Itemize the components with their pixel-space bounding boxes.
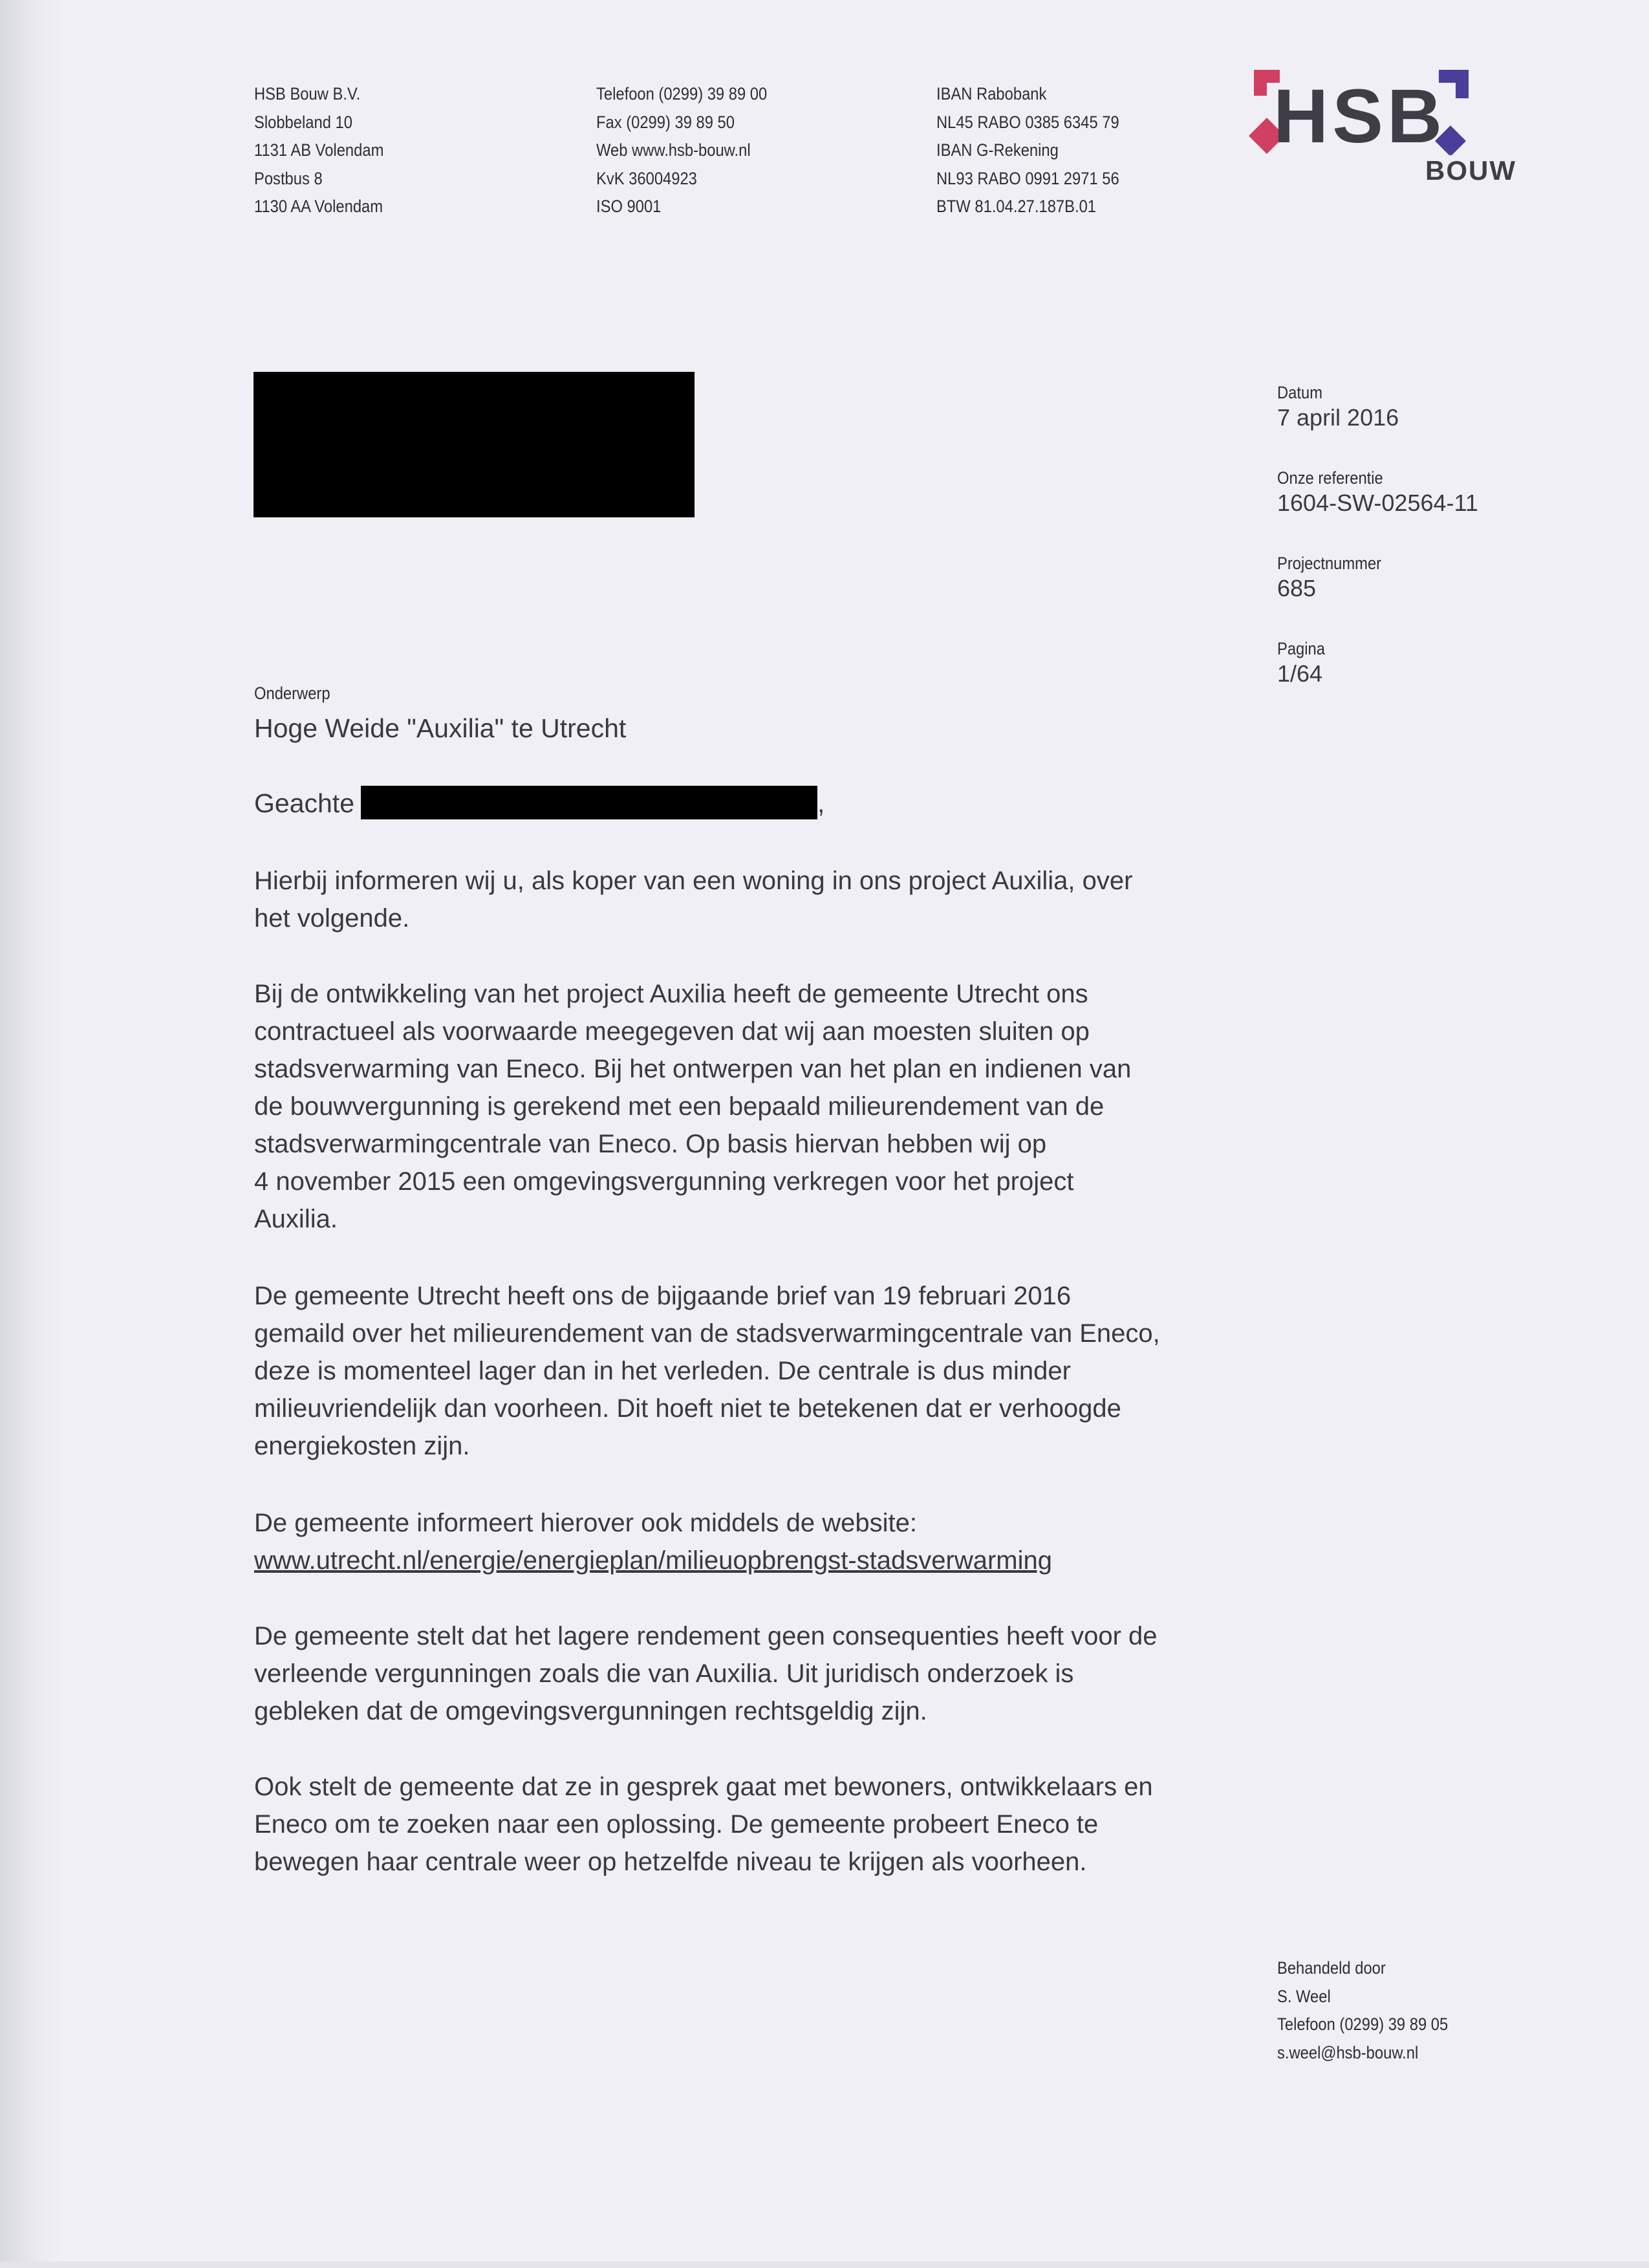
letterhead-contact-line: Web www.hsb-bouw.nl	[596, 140, 751, 160]
body-line: gebleken dat de omgevingsvergunningen rechtsgeldig zijn.	[254, 1697, 927, 1725]
body-line: Eneco om te zoeken naar een oplossing. De gemeente probeert Eneco te	[254, 1810, 1099, 1839]
body-paragraph	[254, 1277, 1237, 1465]
body-line: milieuvriendelijk dan voorheen. Dit hoeft niet te betekenen dat er verhoogde	[254, 1394, 1121, 1423]
body-line: De gemeente informeert hierover ook middels de website:	[254, 1509, 917, 1537]
body-paragraph	[254, 1768, 1237, 1881]
body-line: energiekosten zijn.	[254, 1432, 470, 1460]
hsb-bouw-logo	[1245, 65, 1516, 194]
logo-word: BOUW	[1425, 155, 1516, 186]
body-line: bewegen haar centrale weer op hetzelfde niveau te krijgen als voorheen.	[254, 1848, 1087, 1876]
body-line: deze is momenteel lager dan in het verleden. De centrale is dus minder	[254, 1357, 1071, 1385]
letterhead-contact-line: ISO 9001	[596, 197, 662, 216]
meta-date-value: 7 april 2016	[1277, 404, 1399, 431]
body-paragraph	[254, 1504, 1237, 1579]
meta-reference-label: Onze referentie	[1277, 468, 1383, 488]
body-line: 4 november 2015 een omgevingsvergunning verkregen voor het project	[254, 1167, 1074, 1196]
handled-by-label: Behandeld door	[1277, 1958, 1386, 1978]
handled-by-email[interactable]: s.weel@hsb-bouw.nl	[1277, 2042, 1419, 2062]
body-line: De gemeente Utrecht heeft ons de bijgaande brief van 19 februari 2016	[254, 1282, 1072, 1310]
body-line: stadsverwarmingcentrale van Eneco. Op basis hiervan hebben wij op	[254, 1130, 1047, 1158]
letterhead-bank-line: IBAN G-Rekening	[936, 140, 1059, 160]
redacted-recipient-name	[361, 786, 817, 819]
meta-page-value: 1/64	[1277, 660, 1323, 687]
body-line: verleende vergunningen zoals die van Auxilia. Uit juridisch onderzoek is	[254, 1659, 1074, 1688]
meta-project-number-label: Projectnummer	[1277, 554, 1382, 573]
letterhead-contact-line: Telefoon (0299) 39 89 00	[596, 84, 768, 103]
letterhead-company-block	[254, 80, 383, 221]
meta-project-number-value: 685	[1277, 575, 1317, 601]
letterhead-company-line: HSB Bouw B.V.	[254, 84, 361, 103]
meta-reference	[1277, 467, 1478, 517]
body-line: stadsverwarming van Eneco. Bij het ontwerpen van het plan en indienen van	[254, 1055, 1132, 1083]
letterhead-bank-line: NL45 RABO 0385 6345 79	[936, 112, 1119, 132]
body-line: gemaild over het milieurendement van de stadsverwarmingcentrale van Eneco,	[254, 1319, 1160, 1348]
hsb-logo-mark	[1245, 65, 1516, 155]
letterhead-contact-block	[596, 80, 767, 221]
body-line: contractueel als voorwaarde meegegeven dat wij aan moesten sluiten op	[254, 1017, 1090, 1046]
meta-project-number	[1277, 552, 1396, 603]
handled-by-phone: Telefoon (0299) 39 89 05	[1277, 2014, 1449, 2034]
meta-reference-value: 1604-SW-02564-11	[1277, 490, 1478, 516]
body-paragraph	[254, 862, 1237, 937]
logo-letters: HSB	[1273, 74, 1447, 155]
letterhead-bank-line: IBAN Rabobank	[936, 84, 1047, 103]
body-line: het volgende.	[254, 904, 410, 933]
body-paragraph	[254, 975, 1237, 1238]
website-link[interactable]: www.utrecht.nl/energie/energieplan/milieuopbrengst-stadsverwarming	[254, 1546, 1052, 1575]
letterhead-company-line: Postbus 8	[254, 168, 323, 188]
body-paragraph	[254, 1617, 1237, 1730]
handled-by-name: S. Weel	[1277, 1986, 1331, 2006]
body-line: Auxilia.	[254, 1205, 338, 1233]
letterhead-bank-line: NL93 RABO 0991 2971 56	[936, 168, 1119, 188]
body-line: De gemeente stelt dat het lagere rendement geen consequenties heeft voor de	[254, 1622, 1158, 1650]
scan-edge-shadow	[0, 0, 62, 2268]
subject-label: Onderwerp	[254, 684, 330, 703]
salutation-comma: ,	[817, 788, 825, 818]
logo-pink-bracket-v	[1254, 70, 1267, 96]
meta-date-label: Datum	[1277, 383, 1322, 402]
body-line: Hierbij informeren wij u, als koper van een woning in ons project Auxilia, over	[254, 867, 1133, 895]
body-line: Bij de ontwikkeling van het project Auxilia heeft de gemeente Utrecht ons	[254, 980, 1088, 1008]
redacted-address-block	[253, 372, 695, 517]
letterhead-contact-line: Fax (0299) 39 89 50	[596, 112, 735, 132]
letterhead-company-line: 1130 AA Volendam	[254, 197, 383, 216]
meta-page	[1277, 638, 1331, 688]
handled-by-block	[1277, 1954, 1448, 2067]
letterhead-contact-line: KvK 36004923	[596, 168, 697, 188]
letterhead-bank-line: BTW 81.04.27.187B.01	[936, 197, 1097, 216]
subject-line: Hoge Weide "Auxilia" te Utrecht	[254, 713, 627, 743]
letterhead-company-line: 1131 AB Volendam	[254, 140, 384, 160]
body-line: Ook stelt de gemeente dat ze in gesprek gaat met bewoners, ontwikkelaars en	[254, 1773, 1153, 1801]
salutation: Geachte	[254, 788, 354, 818]
logo-purple-bracket-v	[1456, 70, 1469, 98]
meta-date	[1277, 382, 1399, 432]
meta-page-label: Pagina	[1277, 639, 1325, 658]
scan-bottom-edge	[0, 2262, 1649, 2268]
body-line: de bouwvergunning is gerekend met een bepaald milieurendement van de	[254, 1092, 1105, 1121]
letterhead-company-line: Slobbeland 10	[254, 112, 352, 132]
letterhead-bank-block	[936, 80, 1119, 221]
